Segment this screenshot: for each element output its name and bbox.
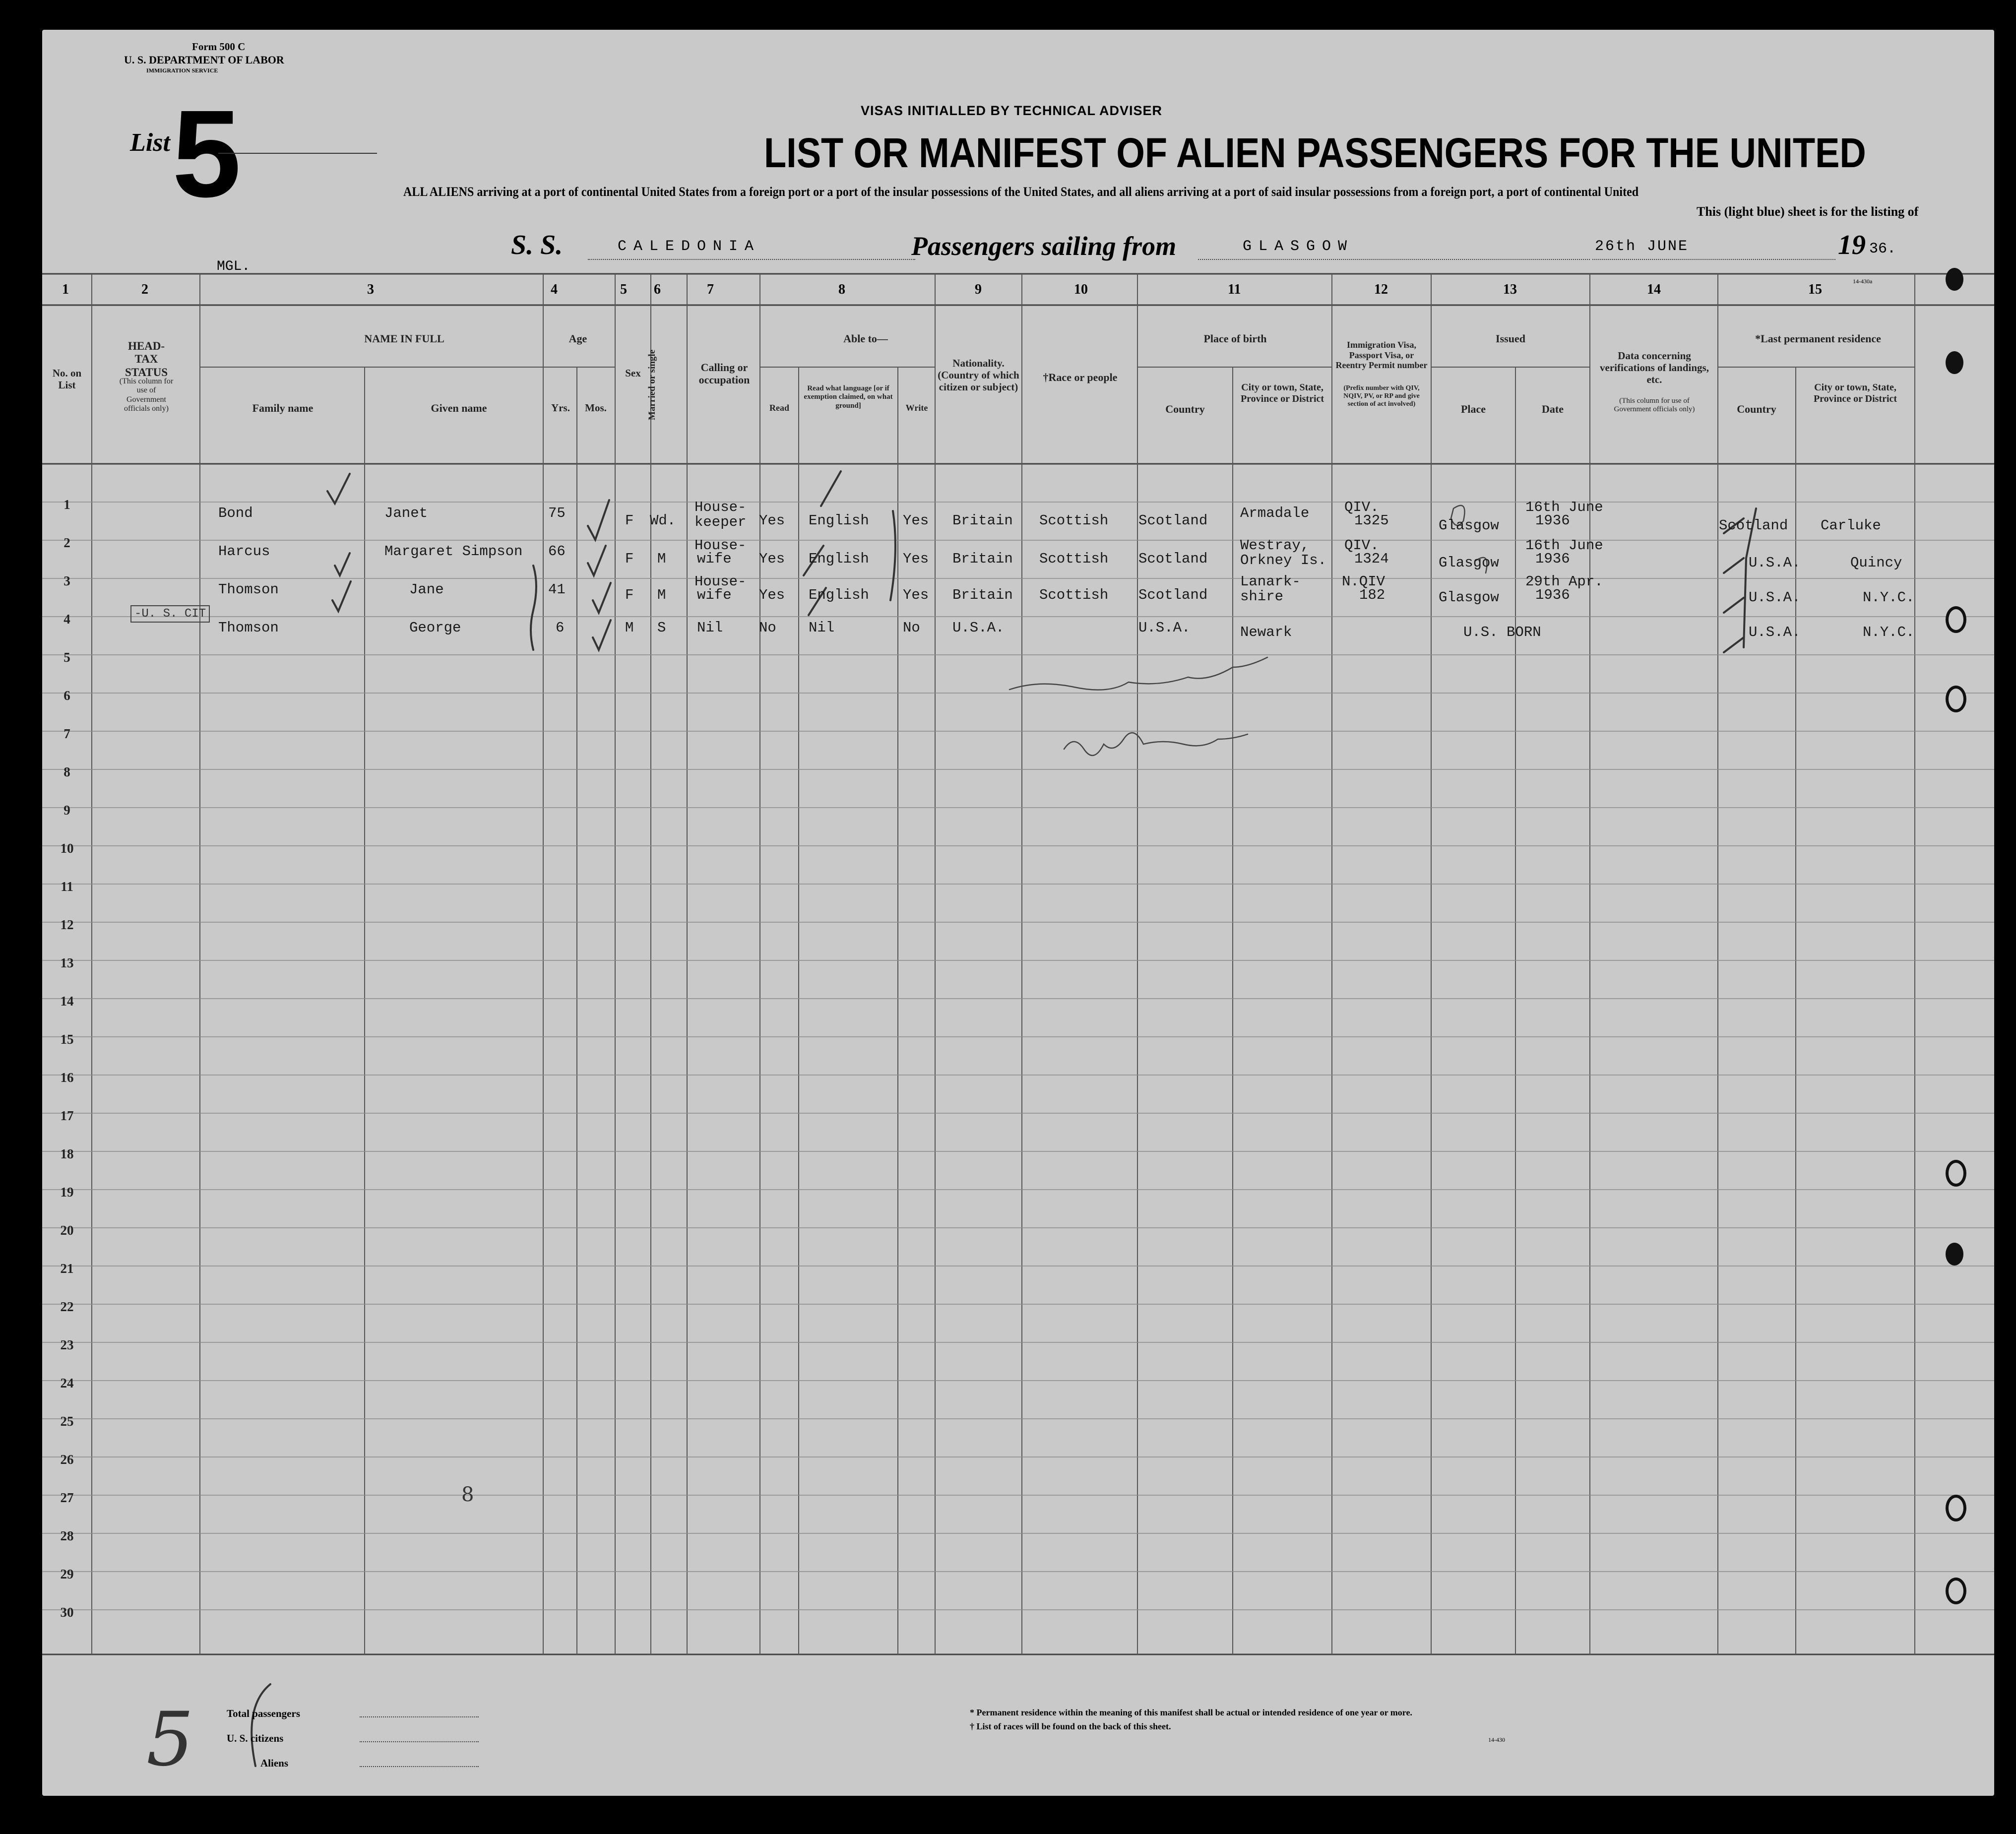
port-name: GLASGOW — [1243, 238, 1354, 255]
list-label: List — [130, 128, 170, 157]
margin-mark: 5 — [146, 1697, 194, 1783]
residence-city: N.Y.C. — [1863, 624, 1915, 640]
header-issued-date: Date — [1542, 403, 1564, 415]
colnum-8: 8 — [838, 282, 845, 297]
nationality: Britain — [952, 512, 1013, 529]
can-read: Yes — [759, 551, 785, 567]
birth-country: Scotland — [1138, 551, 1208, 567]
occupation-line1: Nil — [697, 620, 723, 636]
aliens-line — [360, 1766, 479, 1767]
manifest-subtitle: ALL ALIENS arriving at a port of continental United States from a foreign port or a port of the insular possessions of the United States, and all aliens arriving at a port of said insular possessions from a foreign port, a port of continental United — [403, 185, 1639, 199]
birth-city: Westray, Orkney Is. — [1240, 537, 1327, 569]
can-read: No — [759, 620, 776, 636]
table-grid — [42, 30, 1994, 1796]
header-mos: Mos. — [585, 402, 607, 414]
issued-place: Glasgow — [1439, 589, 1499, 606]
given-name: George — [409, 620, 461, 636]
row-number: 11 — [61, 879, 73, 894]
colnum-6: 6 — [654, 282, 661, 297]
row-number: 17 — [60, 1108, 74, 1123]
sex: M — [625, 620, 634, 636]
row-number: 30 — [60, 1605, 74, 1620]
birth-country: Scotland — [1138, 512, 1208, 529]
read-language: Nil — [809, 620, 835, 636]
row-number: 28 — [60, 1528, 74, 1543]
race: Scottish — [1039, 551, 1109, 567]
can-write: Yes — [903, 512, 929, 529]
header-data-concerning: Data concerning verifications of landings, etc. — [1600, 350, 1709, 386]
row-number: 20 — [60, 1223, 74, 1238]
residence-country: Scotland — [1719, 517, 1788, 534]
row-number: 23 — [60, 1337, 74, 1352]
marital-status: S — [657, 620, 666, 636]
row-number: 25 — [60, 1414, 74, 1429]
header-res-country: Country — [1737, 403, 1776, 415]
header-name-in-full: NAME IN FULL — [364, 332, 444, 345]
residence-city: Carluke — [1821, 517, 1881, 534]
binder-hole — [1946, 268, 1963, 291]
header-head-tax: HEAD-TAX STATUS — [125, 340, 168, 379]
read-language: English — [809, 551, 869, 567]
binder-hole — [1946, 686, 1966, 712]
row-number: 9 — [63, 803, 70, 818]
family-name: Bond — [218, 505, 253, 521]
residence-city: Quincy — [1850, 555, 1902, 571]
header-birth-country: Country — [1165, 403, 1205, 415]
header-data-note: (This column for use of Government officials only) — [1614, 397, 1695, 414]
header-age: Age — [568, 332, 587, 345]
footnote-races: † List of races will be found on the back of this sheet. — [970, 1721, 1171, 1731]
row-number: 26 — [60, 1452, 74, 1467]
visa-number: 1325 — [1354, 512, 1389, 529]
header-read: Read — [769, 403, 789, 413]
row-number: 15 — [60, 1032, 74, 1047]
birth-country: U.S.A. — [1138, 620, 1191, 636]
department-label: U. S. DEPARTMENT OF LABOR — [124, 54, 284, 66]
visa-prefix: N.QIV — [1342, 573, 1386, 590]
can-write: No — [903, 620, 920, 636]
binder-hole — [1946, 351, 1963, 374]
occupation-line1: House- — [694, 573, 747, 590]
colnum-12: 12 — [1374, 282, 1388, 297]
colnum-4: 4 — [551, 282, 558, 297]
sailing-label: Passengers sailing from — [911, 231, 1177, 261]
issued-date: 16th June — [1525, 537, 1603, 554]
age-years: 41 — [548, 581, 566, 598]
colnum-2: 2 — [141, 282, 148, 297]
row-number: 14 — [60, 994, 74, 1009]
binder-hole — [1946, 1495, 1966, 1521]
header-race: †Race or people — [1043, 371, 1118, 383]
occupation-line2: wife — [697, 551, 732, 567]
total-passengers-label: Total passengers — [227, 1708, 300, 1719]
family-name: Harcus — [218, 543, 270, 560]
manifest-sheet — [42, 30, 1994, 1796]
issued-place: U.S. BORN — [1463, 624, 1541, 640]
row-number: 27 — [60, 1490, 74, 1505]
race: Scottish — [1039, 512, 1109, 529]
visa-prefix: QIV. — [1344, 537, 1379, 554]
birth-city: Newark — [1240, 624, 1292, 640]
header-last-residence: *Last permanent residence — [1755, 332, 1881, 345]
age-years: 66 — [548, 543, 566, 560]
can-write: Yes — [903, 551, 929, 567]
can-write: Yes — [903, 587, 929, 603]
residence-country: U.S.A. — [1749, 624, 1801, 640]
sex: F — [625, 587, 634, 603]
header-write: Write — [905, 403, 928, 413]
given-name: Margaret Simpson — [384, 543, 523, 560]
header-given-name: Given name — [431, 402, 487, 414]
sex: F — [625, 512, 634, 529]
colnum-1: 1 — [62, 282, 69, 297]
binder-hole — [1946, 606, 1966, 633]
header-able-to: Able to— — [843, 332, 888, 345]
service-label: IMMIGRATION SERVICE — [146, 67, 218, 74]
footnote-residence: * Permanent residence within the meaning of this manifest shall be actual or intended residence of one year or more. — [970, 1708, 1412, 1717]
colnum-15: 15 — [1808, 282, 1822, 297]
row-27-mark: 8 — [461, 1483, 474, 1506]
colnum-9: 9 — [975, 282, 982, 297]
header-issued: Issued — [1496, 332, 1525, 345]
header-visa-note: (Prefix number with QIV, NQIV, PV, or RP and give section of act involved) — [1343, 384, 1420, 408]
issued-date: 29th Apr. — [1525, 573, 1603, 590]
form-number: Form 500 C — [192, 41, 246, 53]
header-res-city: City or town, State, Province or District — [1813, 382, 1897, 404]
row-number: 10 — [60, 841, 74, 856]
us-citizens-line — [360, 1741, 479, 1742]
visa-number: 1324 — [1354, 551, 1389, 567]
us-citizens-label: U. S. citizens — [227, 1732, 284, 1744]
header-birth-city: City or town, State, Province or District — [1240, 382, 1324, 404]
colnum-3: 3 — [367, 282, 374, 297]
header-married: Married or single — [647, 349, 658, 420]
nationality: Britain — [952, 587, 1013, 603]
row-number: 3 — [63, 573, 70, 588]
mgl-code: MGL. — [217, 259, 251, 274]
read-language: English — [809, 587, 869, 603]
issued-year: 1936 — [1535, 512, 1570, 529]
header-read-lang: Read what language [or if exemption claimed, on what ground] — [804, 384, 893, 410]
can-read: Yes — [759, 587, 785, 603]
issued-date: 16th June — [1525, 499, 1603, 515]
row-number: 8 — [63, 764, 70, 779]
residence-city: N.Y.C. — [1863, 589, 1915, 606]
year-suffix: 36. — [1869, 241, 1896, 257]
issued-place: Glasgow — [1439, 517, 1499, 534]
marital-status: Wd. — [650, 512, 676, 529]
row-number: 13 — [60, 955, 74, 970]
total-passengers-line — [360, 1716, 479, 1717]
form-code-bottom: 14-430 — [1488, 1736, 1505, 1743]
issued-year: 1936 — [1535, 551, 1570, 567]
read-language: English — [809, 512, 869, 529]
residence-country: U.S.A. — [1749, 589, 1801, 606]
manifest-subtitle-2: This (light blue) sheet is for the listing of — [1697, 204, 1919, 219]
occupation-line1: House- — [694, 537, 747, 554]
occupation-line1: House- — [694, 499, 747, 515]
binder-hole — [1946, 1578, 1966, 1604]
row-number: 18 — [60, 1146, 74, 1161]
family-name: Thomson — [218, 620, 279, 636]
row-number: 1 — [63, 497, 70, 512]
ship-name: CALEDONIA — [618, 238, 761, 255]
header-family-name: Family name — [252, 402, 314, 414]
age-years: 75 — [548, 505, 566, 521]
colnum-11: 11 — [1228, 282, 1241, 297]
aliens-label: Aliens — [260, 1757, 289, 1769]
colnum-5: 5 — [620, 282, 627, 297]
row-number: 29 — [60, 1567, 74, 1581]
row-number: 24 — [60, 1376, 74, 1391]
issued-year: 1936 — [1535, 587, 1570, 603]
ss-label: S. S. — [511, 230, 563, 260]
list-number: 5 — [172, 84, 242, 223]
race: Scottish — [1039, 587, 1109, 603]
manifest-title: LIST OR MANIFEST OF ALIEN PASSENGERS FOR THE UNITED — [764, 129, 1866, 176]
row-number: 6 — [63, 688, 70, 703]
row-number: 5 — [63, 650, 70, 665]
birth-country: Scotland — [1138, 587, 1208, 603]
colnum-13: 13 — [1503, 282, 1517, 297]
form-code: 14-430a — [1853, 278, 1873, 285]
colnum-14: 14 — [1647, 282, 1661, 297]
header-issued-place: Place — [1460, 403, 1486, 415]
row-number: 2 — [63, 535, 70, 550]
binder-hole — [1946, 1243, 1963, 1265]
row-number: 12 — [60, 917, 74, 932]
sex: F — [625, 551, 634, 567]
birth-city: Armadale — [1240, 505, 1310, 521]
header-head-tax-note: (This column for use of Government officials only) — [119, 377, 174, 413]
header-place-of-birth: Place of birth — [1203, 332, 1267, 345]
residence-country: U.S.A. — [1749, 555, 1801, 571]
visa-number: 182 — [1359, 587, 1386, 603]
family-name: Thomson — [218, 581, 279, 598]
row-number: 7 — [63, 726, 70, 741]
occupation-line2: wife — [697, 587, 732, 603]
given-name: Janet — [384, 505, 428, 521]
row-number: 16 — [60, 1070, 74, 1085]
colnum-10: 10 — [1074, 282, 1088, 297]
nationality: U.S.A. — [952, 620, 1005, 636]
visas-note: VISAS INITIALLED BY TECHNICAL ADVISER — [861, 103, 1163, 118]
sailing-date: 26th JUNE — [1595, 238, 1689, 255]
marital-status: M — [657, 587, 666, 603]
header-visa: Immigration Visa, Passport Visa, or Reentry Permit number — [1335, 340, 1428, 371]
issued-place: Glasgow — [1439, 555, 1499, 571]
nationality: Britain — [952, 551, 1013, 567]
row-number: 19 — [60, 1185, 74, 1200]
age-years: 6 — [556, 620, 565, 636]
header-calling: Calling or occupation — [698, 361, 750, 386]
given-name: Jane — [409, 581, 444, 598]
header-nationality: Nationality. (Country of which citizen or subject) — [938, 357, 1019, 393]
header-yrs: Yrs. — [551, 402, 570, 414]
birth-city: Lanark- shire — [1240, 573, 1301, 605]
row-number: 4 — [63, 612, 70, 627]
visa-prefix: QIV. — [1344, 499, 1379, 515]
colnum-7: 7 — [707, 282, 714, 297]
header-sex: Sex — [625, 367, 641, 379]
occupation-line2: keeper — [694, 514, 747, 530]
marital-status: M — [657, 551, 666, 567]
us-citizen-stamp: -U. S. CIT — [130, 605, 210, 623]
header-no-on-list: No. on List — [52, 367, 82, 391]
row-number: 22 — [60, 1299, 74, 1314]
binder-hole — [1946, 1160, 1966, 1187]
row-number: 21 — [60, 1261, 74, 1276]
can-read: Yes — [759, 512, 785, 529]
year-prefix: 19 — [1838, 230, 1866, 260]
